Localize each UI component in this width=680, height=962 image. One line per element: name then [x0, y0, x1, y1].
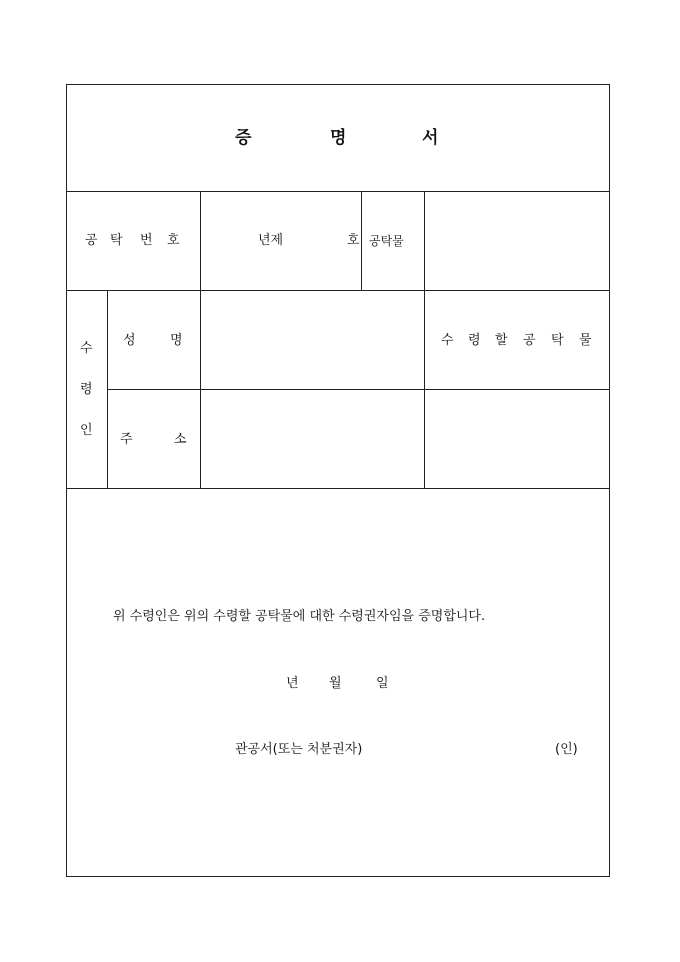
- date-month-label: 월: [329, 676, 342, 691]
- deposit-no-label: 호: [347, 233, 360, 248]
- deposit-year-label: 년제: [258, 233, 284, 248]
- recipient-label-char-2: 령: [80, 382, 93, 397]
- name-value-cell[interactable]: [201, 291, 424, 389]
- title-char-1: 증: [235, 128, 252, 148]
- certificate-form: [66, 84, 610, 877]
- receivable-deposit-value-cell[interactable]: [425, 390, 609, 488]
- deposit-label-char-1: 공: [85, 233, 98, 248]
- receive-label-char-4: 공: [523, 333, 536, 348]
- deposit-item-label: 공탁물: [369, 234, 404, 248]
- issuer-label: 관공서(또는 처분권자): [235, 742, 363, 757]
- deposit-item-value-cell[interactable]: [425, 192, 609, 290]
- rule-recipient: [107, 290, 108, 488]
- deposit-label-char-3: 번: [140, 233, 153, 248]
- title-char-3: 서: [422, 128, 439, 148]
- receive-label-char-1: 수: [441, 333, 454, 348]
- rule-year-no: [361, 191, 362, 290]
- receive-label-char-5: 탁: [551, 333, 564, 348]
- rule-below-address: [67, 488, 609, 489]
- name-label-char-1: 성: [123, 333, 136, 348]
- receive-label-char-6: 물: [579, 333, 592, 348]
- receive-label-char-2: 령: [468, 333, 481, 348]
- address-value-cell[interactable]: [201, 390, 424, 488]
- date-year-label: 년: [286, 676, 299, 691]
- deposit-label-char-2: 탁: [110, 233, 123, 248]
- title-char-2: 명: [330, 128, 347, 148]
- date-day-label: 일: [376, 676, 389, 691]
- certify-statement: 위 수령인은 위의 수령할 공탁물에 대한 수령권자임을 증명합니다.: [113, 609, 486, 624]
- recipient-label-char-3: 인: [80, 423, 93, 438]
- seal-label: (인): [555, 742, 578, 757]
- deposit-label-char-4: 호: [167, 233, 180, 248]
- recipient-label-char-1: 수: [80, 341, 93, 356]
- address-label-char-1: 주: [120, 432, 133, 447]
- name-label-char-2: 명: [170, 333, 183, 348]
- receive-label-char-3: 할: [495, 333, 508, 348]
- address-label-char-2: 소: [174, 432, 187, 447]
